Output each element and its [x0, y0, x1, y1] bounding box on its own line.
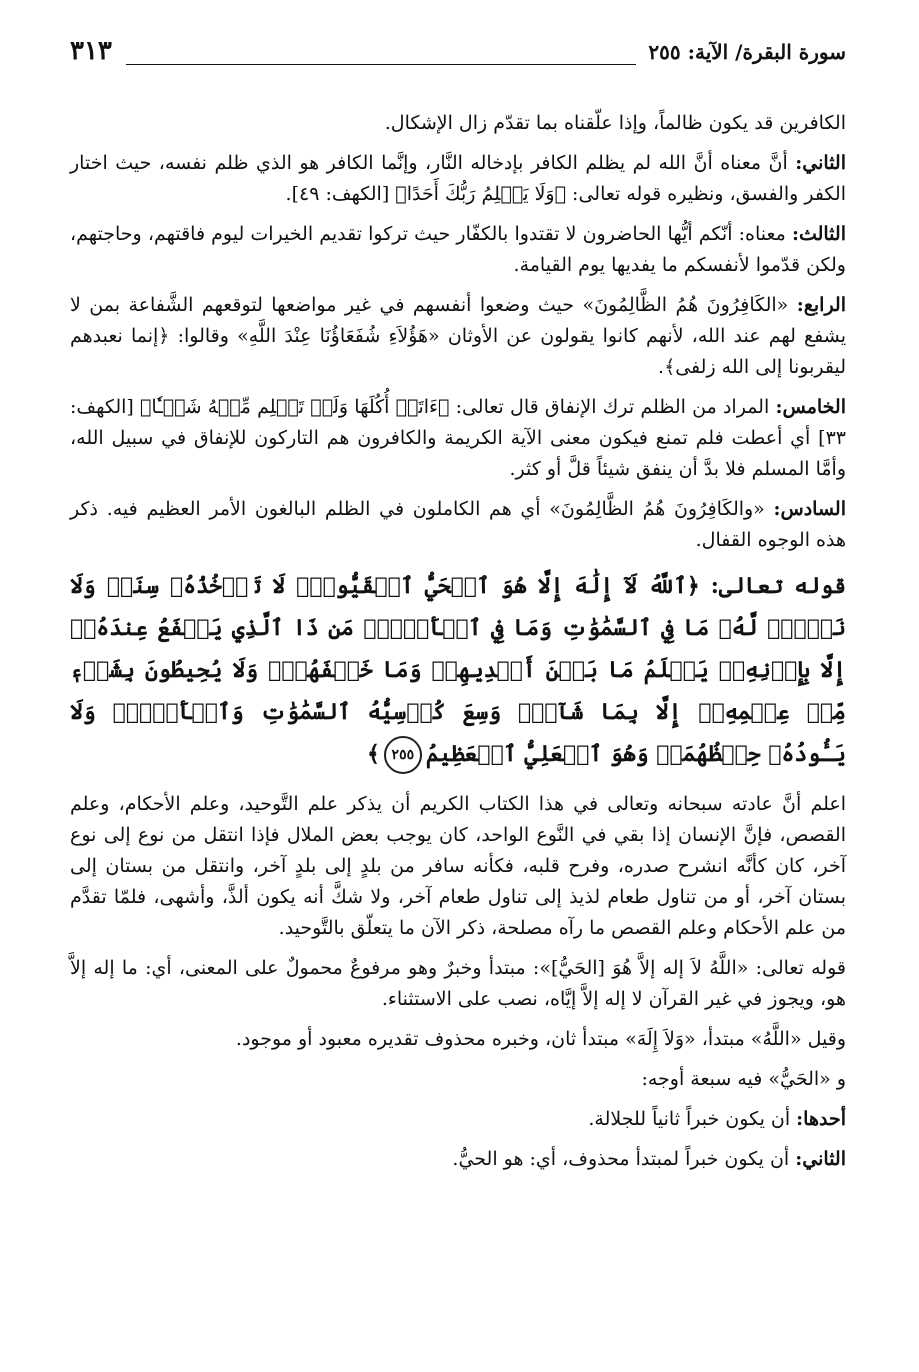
- paragraph-aspect-one: [70, 1104, 846, 1135]
- paragraph-seven-aspects: و «الحَيُّ» فيه سبعة أوجه:: [641, 1068, 846, 1090]
- surah-verse-title: سورة البقرة/ الآية: ٢٥٥: [648, 40, 846, 64]
- section-label: السادس:: [773, 498, 846, 520]
- header-rule: [126, 64, 636, 65]
- paragraph-grammar: قوله تعالى: «اللَّهُ لاَ إله إلاَّ هُوَ [الحَيُّ]»: مبتدأ وخبرٌ وهو مرفوعٌ محمولٌ على المعنى، أي: ما إله إلاَّ هو، ويجوز في غير القرآن لا إله إلاَّ إيَّاه، نصب على الاستثناء.: [70, 957, 846, 1010]
- section-label: الخامس:: [775, 396, 846, 418]
- paragraph-third: [70, 219, 846, 281]
- page-header: [70, 34, 846, 74]
- paragraph-text: «والكَافِرُونَ هُمُ الظَّالِمُونَ» أي هم الكاملون في الظلم البالغون الأمر العظيم فيه. ذكر هذه الوجوه القفال.: [70, 498, 846, 551]
- paragraph-second: [70, 148, 846, 210]
- paragraph-continuation: الكافرين قد يكون ظالماً، وإذا علّقناه بما تقدّم زال الإشكال.: [384, 112, 846, 134]
- paragraph-alternative: وقيل «اللَّهُ» مبتدأ، «وَلاَ إِلَهَ» مبتدأ ثان، وخبره محذوف تقديره معبود أو موجود.: [235, 1028, 846, 1050]
- ayah-number-marker: ٢٥٥: [384, 736, 422, 774]
- paragraph-sixth: [70, 494, 846, 556]
- section-label: الثاني:: [795, 1148, 846, 1170]
- paragraph-text: المراد من الظلم ترك الإنفاق قال تعالى: ﴿ءَاتَتۡ أُكُلَهَا وَلَمۡ تَظۡلِم مِّنۡهُ شَيۡـٔٗا﴾ [الكهف: ٣٣] أي أعطت فلم تمنع فيكون معنى الآية الكريمة والكافرون هم التاركون للإنفاق في سبيل الله، وأمَّا المسلم فلا بدَّ أن ينفق شيئاً قلَّ أو كثر.: [70, 396, 846, 480]
- paragraph-text: أنَّ معناه أنَّ الله لم يظلم الكافر بإدخاله النَّار، وإنَّما الكافر هو الذي ظلم نفسه، حيث اختار الكفر والفسق، ونظيره قوله تعالى: ﴿وَلَا يَظۡلِمُ رَبُّكَ أَحَدًا﴾ [الكهف: ٤٩].: [70, 152, 846, 205]
- paragraph-tafsir-intro: اعلم أنَّ عادته سبحانه وتعالى في هذا الكتاب الكريم أن يذكر علم التَّوحيد، وعلم الأحكام، وعلم القصص، فإنَّ الإنسان إذا بقي في النَّوع الواحد، كان يوجب بعض الملال فإذا انتقل من نوع إلى نوع آخر، كان كأنَّه انشرح صدره، وفرح قلبه، فكأنه سافر من بلدٍ إلى بلدٍ آخر، وانتقل من بستان إلى بستان آخر، أو من تناول طعام لذيذ إلى تناول طعام آخر، ولا شكَّ أنه يكون ألذَّ، وأشهى، فلمّا تقدَّم من علم الأحكام وعلم القصص ما رآه مصلحة، ذكر الآن ما يتعلّق بالتَّوحيد.: [70, 793, 846, 939]
- verse-text: ﴿ٱللَّهُ لَآ إِلَٰهَ إِلَّا هُوَ ٱلۡحَيُّ ٱلۡقَيُّومُۚ لَا تَأۡخُذُهُۥ سِنَةٞ وَلَا نَوۡمٞۚ لَّهُۥ مَا فِي ٱلسَّمَٰوَٰتِ وَمَا فِي ٱلۡأَرۡضِۗ مَن ذَا ٱلَّذِي يَشۡفَعُ عِندَهُۥٓ إِلَّا بِإِذۡنِهِۦۚ يَعۡلَمُ مَا بَيۡنَ أَيۡدِيهِمۡ وَمَا خَلۡفَهُمۡۖ وَلَا يُحِيطُونَ بِشَيۡءٖ مِّنۡ عِلۡمِهِۦٓ إِلَّا بِمَا شَآءَۚ وَسِعَ كُرۡسِيُّهُ ٱلسَّمَٰوَٰتِ وَٱلۡأَرۡضَۖ وَلَا يَـُٔودُهُۥ حِفۡظُهُمَاۚ وَهُوَ ٱلۡعَلِيُّ ٱلۡعَظِيمُ: [70, 573, 846, 767]
- paragraph-fourth: [70, 290, 846, 383]
- book-page: [70, 0, 846, 1372]
- paragraph-fifth: [70, 392, 846, 485]
- paragraph-text: أن يكون خبراً ثانياً للجلالة.: [588, 1108, 797, 1130]
- section-label: الثاني:: [795, 152, 846, 174]
- quran-verse: [70, 565, 846, 775]
- paragraph-text: «الكَافِرُونَ هُمُ الظَّالِمُونَ» حيث وضعوا أنفسهم في غير مواضعها لتوقعهم الشَّفاعة بمن لا يشفع لهم عند الله، لأنهم كانوا يقولون عن الأوثان «هَؤُلاَءِ شُفَعَاؤُنَا عِنْدَ اللَّهِ» وقالوا: ﴿إنما نعبدهم ليقربونا إلى الله زلفى﴾.: [70, 294, 846, 378]
- section-label: أحدها:: [796, 1108, 846, 1130]
- section-label: الثالث:: [791, 223, 846, 245]
- page-body: [70, 108, 846, 1184]
- paragraph-text: أن يكون خبراً لمبتدأ محذوف، أي: هو الحيُّ.: [452, 1148, 796, 1170]
- page-number: ٣١٣: [70, 36, 112, 66]
- paragraph-aspect-two: [70, 1144, 846, 1175]
- verse-close-bracket: ﴾: [366, 741, 380, 767]
- paragraph-text: معناه: أنّكم أيُّها الحاضرون لا تقتدوا بالكفّار حيث تركوا تقديم الخيرات ليوم فاقتهم، وحاجتهم، ولكن قدّموا لأنفسكم ما يفديها يوم القيامة.: [70, 223, 846, 276]
- verse-intro: قوله تعالى:: [699, 573, 846, 599]
- section-label: الرابع:: [796, 294, 846, 316]
